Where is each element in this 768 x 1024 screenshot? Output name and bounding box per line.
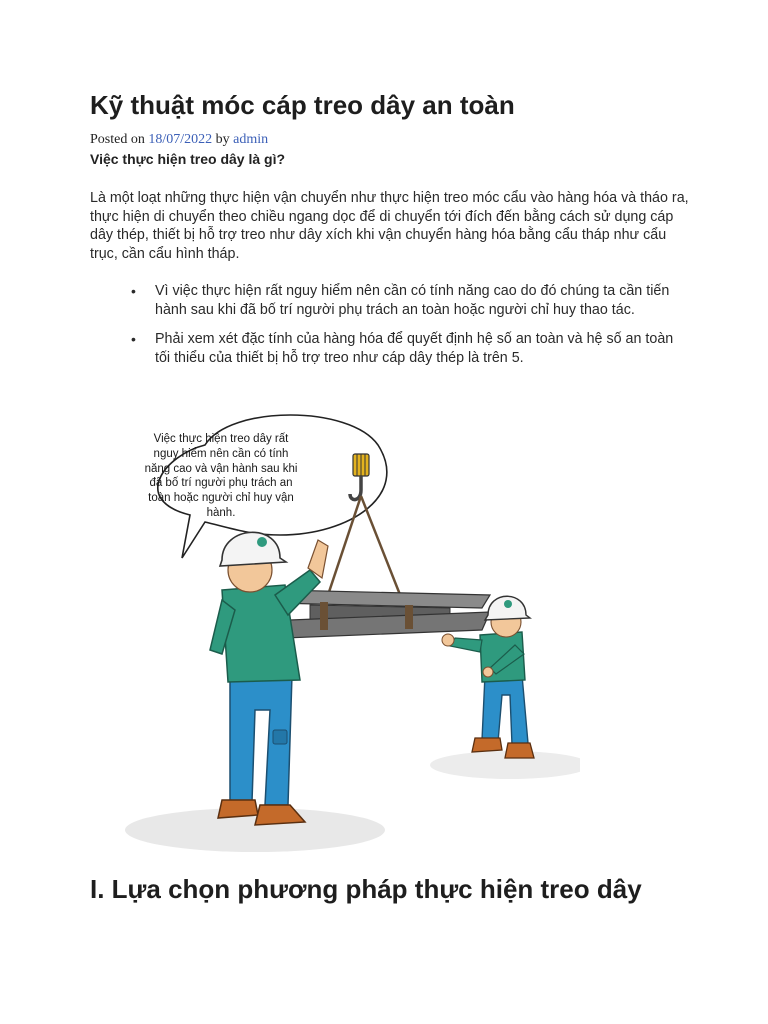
section-heading: I. Lựa chọn phương pháp thực hiện treo dây: [90, 874, 642, 904]
steel-beam: [275, 590, 490, 638]
speech-bubble-text: Việc thực hiện treo dây rất nguy hiểm nên cần có tính năng cao và vận hành sau khi đã bố trí người phụ trách an toàn hoặc người chỉ huy vận hành.: [144, 433, 298, 519]
post-date-link[interactable]: 18/07/2022: [148, 132, 213, 147]
list-item: [122, 282, 692, 319]
bullet-list: [122, 282, 692, 378]
intro-paragraph: Là một loạt những thực hiện vận chuyển như thực hiện treo móc cẩu vào hàng hóa và tháo ra, thực hiện di chuyển theo chiều ngang dọc để di chuyển tới đích đến bằng cách sử dụng cáp dây thép, thiết bị hỗ trợ treo như dây xích khi vận chuyển hàng hóa bằng cẩu tháp như cẩu trục, cần cẩu hình tháp.: [90, 190, 689, 262]
author-link[interactable]: admin: [233, 132, 269, 147]
by-label: by: [215, 132, 230, 147]
worker-left: [210, 532, 328, 825]
post-meta: [90, 132, 268, 148]
article-subtitle: Việc thực hiện treo dây là gì?: [90, 151, 286, 167]
bullet-icon: •: [131, 283, 136, 299]
list-item-text: Phải xem xét đặc tính của hàng hóa để quyết định hệ số an toàn và hệ số an toàn tối thiểu của thiết bị hỗ trợ treo như cáp dây thép là trên 5.: [155, 331, 674, 366]
bullet-icon: •: [131, 331, 136, 347]
list-item-text: Vì việc thực hiện rất nguy hiểm nên cần có tính năng cao do đó chúng ta cần tiến hành sau khi đã bố trí người phụ trách an toàn hoặc người chỉ huy thao tác.: [155, 283, 670, 318]
page-title: Kỹ thuật móc cáp treo dây an toàn: [90, 90, 515, 120]
posted-on-label: Posted on: [90, 132, 145, 147]
list-item: [122, 330, 692, 367]
